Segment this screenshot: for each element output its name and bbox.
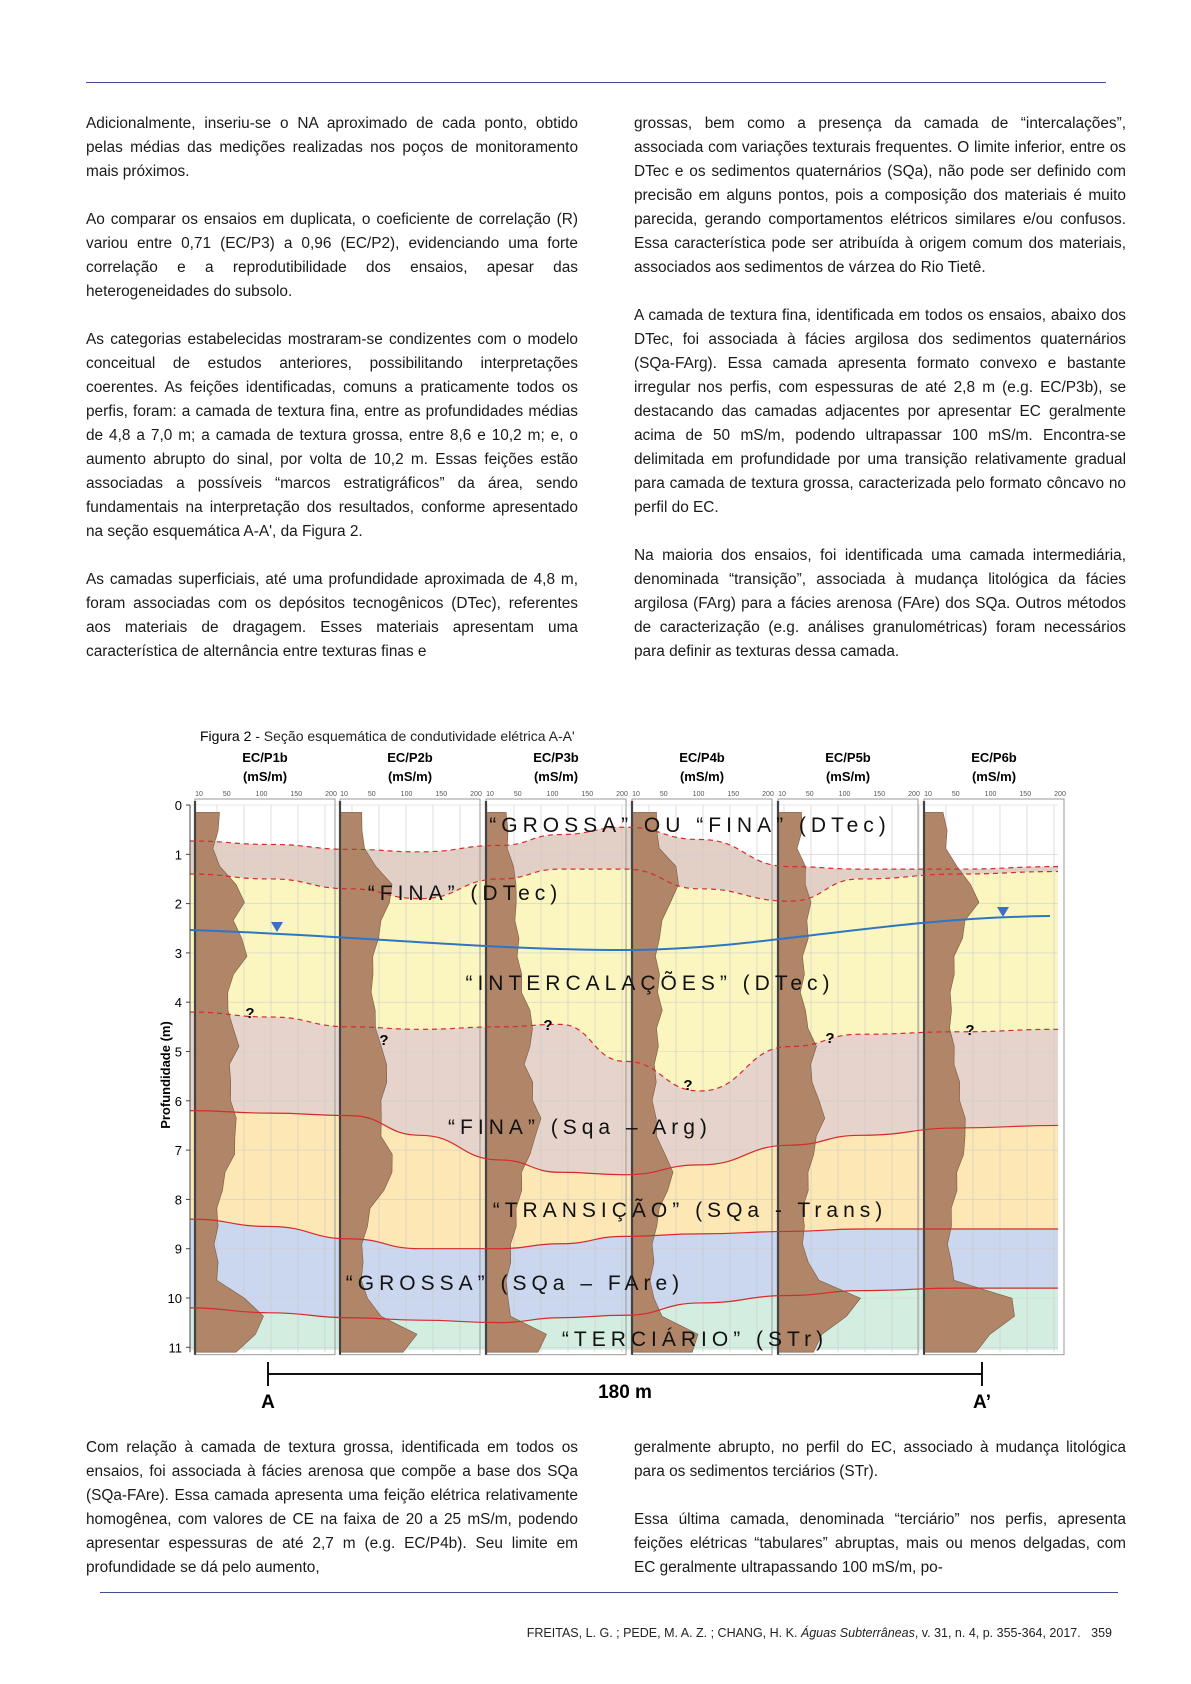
- section-end-label: A’: [973, 1392, 991, 1413]
- depth-tick-label: 2: [174, 896, 182, 912]
- x-tick-label: 50: [367, 791, 376, 798]
- depth-tick-label: 6: [174, 1093, 182, 1109]
- depth-tick-label: 0: [174, 798, 182, 813]
- figure-2-section: [150, 748, 1070, 1428]
- distance-label: 180 m: [598, 1382, 652, 1403]
- page-number: 359: [1091, 1626, 1112, 1640]
- x-tick-label: 100: [255, 791, 268, 798]
- depth-tick-label: 4: [174, 995, 182, 1011]
- x-tick-label: 50: [513, 791, 522, 798]
- left-column-bottom: [86, 1436, 578, 1580]
- paragraph: Com relação à camada de textura grossa, identificada em todos os ensaios, foi associada à fácies arenosa que compõe a base dos SQa (SQa-FAre). Essa camada apresenta uma feição elétrica relativamente homogênea, com valores de CE na faixa de 20 a 25 mS/m, podendo apresentar espessuras de até 2,7 m (e.g. EC/P4b). Seu limite em profundidade se dá pelo aumento,: [86, 1439, 578, 1576]
- depth-tick-label: 10: [167, 1291, 182, 1306]
- layer-label: “FINA” (Sqa – Arg): [448, 1116, 712, 1139]
- uncertain-mark: ?: [965, 1022, 975, 1039]
- layer-label: “INTERCALAÇÕES” (DTec): [465, 972, 835, 995]
- footer-citation: FREITAS, L. G. ; PEDE, M. A. Z. ; CHANG, H. K.: [526, 1626, 801, 1640]
- y-axis-label: Profundidade (m): [158, 1021, 173, 1129]
- x-tick-label: 50: [805, 791, 814, 798]
- uncertain-mark: ?: [543, 1017, 553, 1034]
- depth-tick-label: 3: [174, 945, 182, 961]
- x-tick-label: 10: [924, 791, 932, 798]
- depth-tick-label: 5: [174, 1044, 182, 1060]
- x-tick-label: 200: [470, 791, 482, 798]
- depth-tick-label: 9: [174, 1241, 182, 1257]
- section-start-label: A: [261, 1392, 275, 1413]
- x-tick-label: 100: [838, 791, 851, 798]
- x-tick-label: 100: [546, 791, 559, 798]
- paragraph: Essa última camada, denominada “terciário” nos perfis, apresenta feições elétricas “tabulares” abruptas, mais ou menos delgadas, com EC geralmente ultrapassando 100 mS/m, po-: [634, 1511, 1126, 1576]
- layer-label: “TRANSIÇÃO” (SQa - Trans): [492, 1199, 888, 1222]
- x-tick-label: 150: [435, 791, 448, 798]
- x-tick-label: 150: [1019, 791, 1032, 798]
- uncertain-mark: ?: [245, 1005, 255, 1022]
- right-column-bottom: [634, 1436, 1126, 1580]
- x-tick-label: 10: [486, 791, 494, 798]
- paragraph: As categorias estabelecidas mostraram-se condizentes com o modelo conceitual de estudos anteriores, possibilitando interpretações coerentes. As feições identificadas, comuns a praticamente todos os perfis, foram: a camada de textura fina, entre as profundidades médias de 4,8 a 7,0 m; a camada de textura grossa, entre 8,6 e 10,2 m; e, o aumento abrupto do sinal, por volta de 10,2 m. Essas feições estão associadas a possíveis “marcos estratigráficos” da área, sendo fundamentais na interpretação dos resultados, conforme apresentado na seção esquemática A-A', da Figura 2.: [86, 331, 578, 540]
- page-footer: [500, 1626, 1112, 1640]
- layer-label: “GROSSA” (SQa – FAre): [345, 1272, 685, 1295]
- depth-tick-label: 1: [174, 847, 182, 863]
- x-tick-label: 200: [616, 791, 628, 798]
- paragraph: grossas, bem como a presença da camada de “intercalações”, associada com variações texturais frequentes. O limite inferior, entre os DTec e os sedimentos quaternários (SQa), não pode ser definido com precisão em alguns pontos, pois a composição dos materiais é muito parecida, gerando comportamentos elétricos similares e/ou confusos. Essa característica pode ser atribuída à origem comum dos materiais, associados aos sedimentos de várzea do Rio Tietê.: [634, 115, 1126, 276]
- uncertain-mark: ?: [683, 1077, 693, 1094]
- x-tick-label: 100: [400, 791, 413, 798]
- x-tick-label: 200: [908, 791, 920, 798]
- profile-name: EC/P1b: [242, 750, 288, 765]
- paragraph: Na maioria dos ensaios, foi identificada uma camada intermediária, denominada “transição”, associada à mudança litológica da fácies argilosa (FArg) para a fácies arenosa (FAre) dos SQa. Outros métodos de caracterização (e.g. análises granulométricas) foram necessários para definir as texturas dessa camada.: [634, 547, 1126, 660]
- depth-tick-label: 7: [174, 1143, 182, 1159]
- x-tick-label: 150: [290, 791, 303, 798]
- right-column-top: [634, 112, 1126, 664]
- layer-label: “GROSSA” OU “FINA” (DTec): [489, 814, 891, 837]
- profile-name: EC/P2b: [387, 750, 433, 765]
- uncertain-mark: ?: [825, 1030, 835, 1047]
- x-tick-label: 100: [692, 791, 705, 798]
- figure-label: Figura 2: [200, 728, 252, 744]
- header-rule: [86, 82, 1106, 83]
- paragraph: Adicionalmente, inseriu-se o NA aproximado de cada ponto, obtido pelas médias das medições realizadas nos poços de monitoramento mais próximos.: [86, 115, 578, 180]
- figure-caption-text: - Seção esquemática de condutividade elétrica A-A': [251, 728, 575, 744]
- x-tick-label: 200: [325, 791, 337, 798]
- profile-unit: (mS/m): [533, 769, 579, 784]
- paragraph: A camada de textura fina, identificada em todos os ensaios, abaixo dos DTec, foi associada à fácies argilosa dos sedimentos quaternários (SQa-FArg). Essa camada apresenta formato convexo e bastante irregular nos perfis, com espessuras de até 2,8 m (e.g. EC/P3b), se destacando das camadas adjacentes por apresentar EC geralmente acima de 50 mS/m, podendo ultrapassar 100 mS/m. Encontra-se delimitada em profundidade por uma transição relativamente gradual para camada de textura grossa, caracterizada pelo formato côncavo no perfil do EC.: [634, 307, 1126, 516]
- footer-rule: [100, 1592, 1118, 1593]
- x-tick-label: 150: [873, 791, 886, 798]
- x-tick-label: 150: [581, 791, 594, 798]
- profile-unit: (mS/m): [242, 769, 288, 784]
- scale-group: [261, 1362, 991, 1413]
- figure-caption: [200, 728, 575, 744]
- uncertain-mark: ?: [379, 1032, 389, 1049]
- paragraph: As camadas superficiais, até uma profundidade aproximada de 4,8 m, foram associadas com os depósitos tecnogênicos (DTec), referentes aos materiais de dragagem. Esses materiais apresentam uma característica de alternância entre texturas finas e: [86, 571, 578, 660]
- depth-tick-label: 11: [168, 1340, 182, 1356]
- profile-name: EC/P6b: [971, 750, 1017, 765]
- x-tick-label: 10: [340, 791, 348, 798]
- profile-name: EC/P4b: [679, 750, 725, 765]
- profile-unit: (mS/m): [971, 769, 1017, 784]
- profile-unit: (mS/m): [825, 769, 871, 784]
- profile-unit: (mS/m): [679, 769, 725, 784]
- x-tick-label: 50: [222, 791, 231, 798]
- profile-unit: (mS/m): [387, 769, 433, 784]
- x-tick-label: 150: [727, 791, 740, 798]
- footer-journal: Águas Subterrâneas: [800, 1626, 915, 1640]
- x-tick-label: 200: [762, 791, 774, 798]
- x-tick-label: 50: [659, 791, 668, 798]
- x-tick-label: 50: [951, 791, 960, 798]
- layer-label: “TERCIÁRIO” (STr): [561, 1328, 829, 1351]
- x-tick-label: 10: [195, 791, 203, 798]
- x-tick-label: 100: [984, 791, 997, 798]
- layer-label: “FINA” (DTec): [367, 882, 563, 905]
- profile-name: EC/P3b: [533, 750, 579, 765]
- paragraph: geralmente abrupto, no perfil do EC, associado à mudança litológica para os sedimentos terciários (STr).: [634, 1439, 1126, 1480]
- profile-name: EC/P5b: [825, 750, 871, 765]
- x-tick-label: 10: [632, 791, 640, 798]
- x-tick-label: 200: [1054, 791, 1066, 798]
- depth-tick-label: 8: [174, 1192, 182, 1208]
- x-tick-label: 10: [778, 791, 786, 798]
- paragraph: Ao comparar os ensaios em duplicata, o coeficiente de correlação (R) variou entre 0,71 (EC/P3) a 0,96 (EC/P2), evidenciando uma forte correlação e a reprodutibilidade dos ensaios, apesar das heterogeneidades do subsolo.: [86, 211, 578, 300]
- footer-citation-tail: , v. 31, n. 4, p. 355-364, 2017.: [914, 1626, 1081, 1640]
- left-column-top: [86, 112, 578, 664]
